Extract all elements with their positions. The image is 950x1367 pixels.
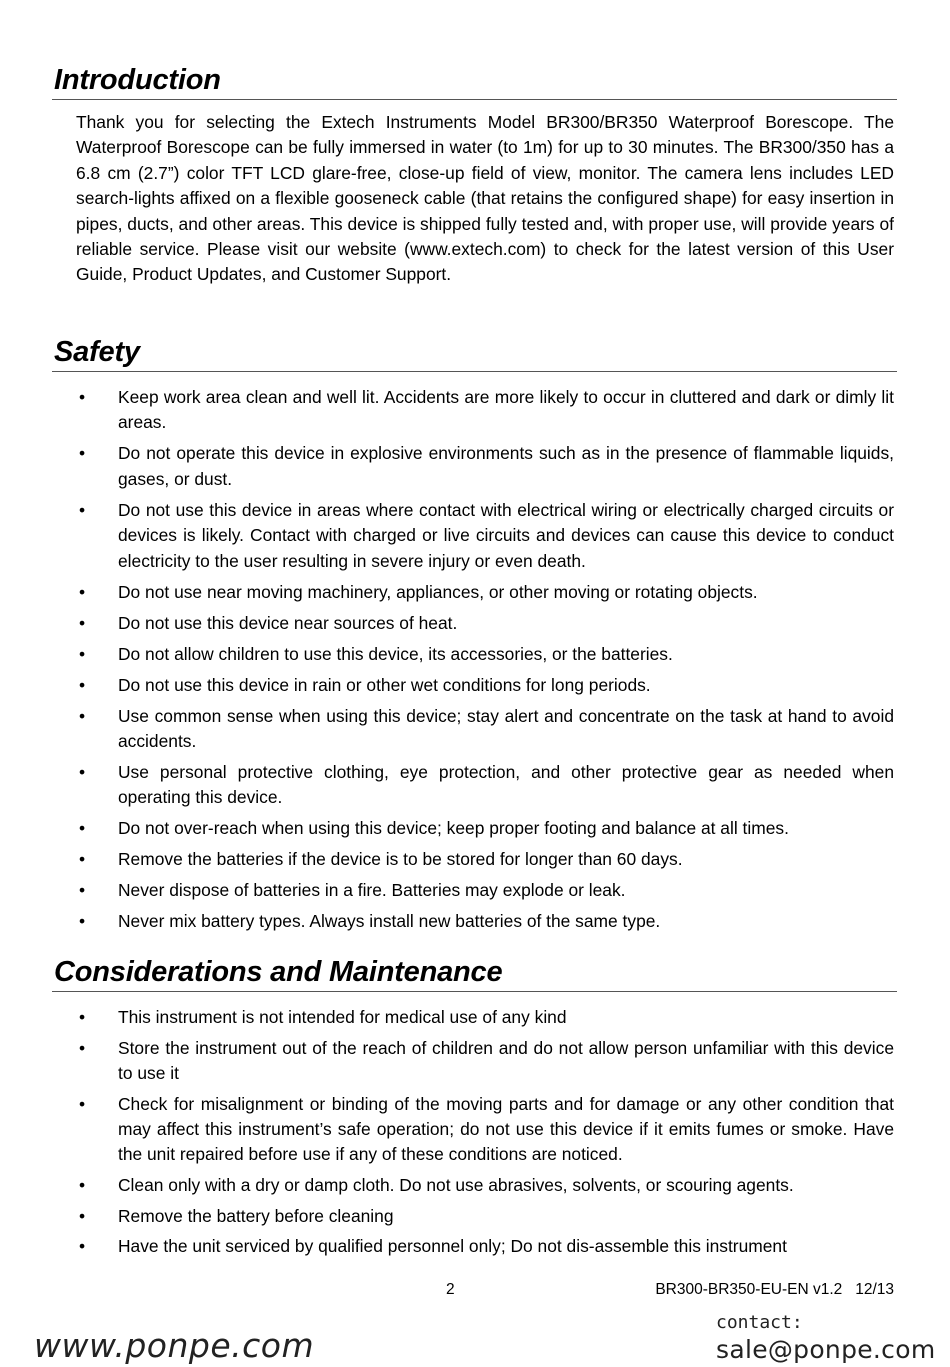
safety-item [0, 611, 894, 636]
bullet-icon: • [78, 1236, 86, 1257]
introduction-rule [52, 99, 897, 100]
bullet-icon: • [78, 443, 86, 464]
bullet-icon: • [78, 581, 86, 602]
safety-item-text: Use personal protective clothing, eye protection, and other protective gear as needed when operating this device. [118, 762, 894, 808]
safety-item-text: Never dispose of batteries in a fire. Batteries may explode or leak. [118, 880, 626, 901]
safety-item [0, 704, 894, 755]
safety-item-text: Do not operate this device in explosive environments such as in the presence of flammable liquids, gases, or dust. [118, 443, 894, 489]
introduction-heading: Introduction [54, 64, 221, 96]
considerations-item [0, 1036, 894, 1087]
safety-item [0, 441, 894, 492]
considerations-item-text: This instrument is not intended for medical use of any kind [118, 1007, 567, 1027]
safety-item [0, 878, 894, 903]
considerations-item [0, 1204, 894, 1229]
bullet-icon: • [78, 387, 86, 407]
safety-rule [52, 371, 897, 372]
safety-item-text: Do not over-reach when using this device; keep proper footing and balance at all times. [118, 818, 789, 839]
watermark-email: sale@ponpe.com [716, 1335, 936, 1364]
considerations-item-text: Store the instrument out of the reach of children and do not allow person unfamiliar with this device to use it [118, 1037, 894, 1083]
safety-item-text: Use common sense when using this device; stay alert and concentrate on the task at hand to avoid accidents. [118, 705, 894, 752]
safety-item [0, 816, 894, 841]
bullet-icon: • [78, 612, 86, 633]
considerations-list [0, 1005, 950, 1265]
bullet-icon: • [78, 849, 86, 870]
considerations-item-text: Clean only with a dry or damp cloth. Do not use abrasives, solvents, or scouring agents. [118, 1175, 794, 1195]
document-id: BR300-BR350-EU-EN v1.2 12/13 [655, 1281, 894, 1298]
safety-item [0, 909, 894, 934]
safety-item [0, 498, 894, 574]
considerations-item [0, 1234, 894, 1259]
page-number: 2 [446, 1281, 455, 1298]
safety-item [0, 673, 894, 698]
bullet-icon: • [78, 1007, 86, 1027]
considerations-item [0, 1173, 894, 1198]
considerations-rule [52, 991, 897, 992]
safety-item-text: Keep work area clean and well lit. Accidents are more likely to occur in cluttered and dark or dimly lit areas. [118, 387, 894, 433]
safety-item-text: Remove the batteries if the device is to be stored for longer than 60 days. [118, 849, 683, 870]
safety-item [0, 847, 894, 872]
considerations-item-text: Check for misalignment or binding of the moving parts and for damage or any other condition that may affect this instrument’s safe operation; do not use this device if it emits fumes or smoke. Have the unit repaired before use if any of these conditions are noticed. [118, 1093, 894, 1165]
bullet-icon: • [78, 499, 86, 520]
watermark-contact-label: contact: [716, 1312, 803, 1333]
safety-item-text: Do not use near moving machinery, appliances, or other moving or rotating objects. [118, 581, 758, 602]
bullet-icon: • [78, 880, 86, 901]
bullet-icon: • [78, 1205, 86, 1226]
introduction-body: Thank you for selecting the Extech Instruments Model BR300/BR350 Waterproof Borescope. The Waterproof Borescope can be fully immersed in water (to 1m) for up to 30 minutes. The BR300/350 has a 6.8 cm (2.7”) color TFT LCD glare-free, close-up field of view, monitor. The camera lens includes LED search-lights affixed on a flexible gooseneck cable (that retains the configured shape) for easy insertion in pipes, ducts, and other areas. This device is shipped fully tested and, with proper use, will provide years of reliable service. Please visit our website (www.extech.com) to check for the latest version of this User Guide, Product Updates, and Customer Support. [76, 112, 894, 285]
bullet-icon: • [78, 1093, 86, 1114]
considerations-item-text: Have the unit serviced by qualified personnel only; Do not dis-assemble this instrument [118, 1236, 787, 1257]
considerations-item [0, 1005, 894, 1030]
considerations-heading: Considerations and Maintenance [54, 956, 503, 988]
considerations-item [0, 1092, 894, 1168]
watermark-website: www.ponpe.com [34, 1326, 315, 1365]
safety-item-text: Do not use this device near sources of heat. [118, 612, 458, 633]
safety-item-text: Never mix battery types. Always install new batteries of the same type. [118, 911, 661, 932]
safety-item [0, 760, 894, 811]
bullet-icon: • [78, 762, 86, 783]
safety-list [0, 385, 950, 940]
bullet-icon: • [78, 705, 86, 726]
safety-item [0, 580, 894, 605]
safety-item-text: Do not use this device in rain or other wet conditions for long periods. [118, 674, 651, 695]
safety-item [0, 385, 894, 436]
bullet-icon: • [78, 1037, 86, 1058]
considerations-item-text: Remove the battery before cleaning [118, 1205, 394, 1226]
bullet-icon: • [78, 818, 86, 839]
bullet-icon: • [78, 911, 86, 932]
safety-item [0, 642, 894, 667]
safety-item-text: Do not use this device in areas where contact with electrical wiring or electrically charged circuits or devices is likely. Contact with charged or live circuits and devices can cause this device to conduct electricity to the user resulting in severe injury or even death. [118, 499, 894, 571]
safety-item-text: Do not allow children to use this device, its accessories, or the batteries. [118, 643, 673, 664]
bullet-icon: • [78, 1175, 86, 1195]
bullet-icon: • [78, 643, 86, 664]
safety-heading: Safety [54, 336, 140, 368]
bullet-icon: • [78, 674, 86, 695]
